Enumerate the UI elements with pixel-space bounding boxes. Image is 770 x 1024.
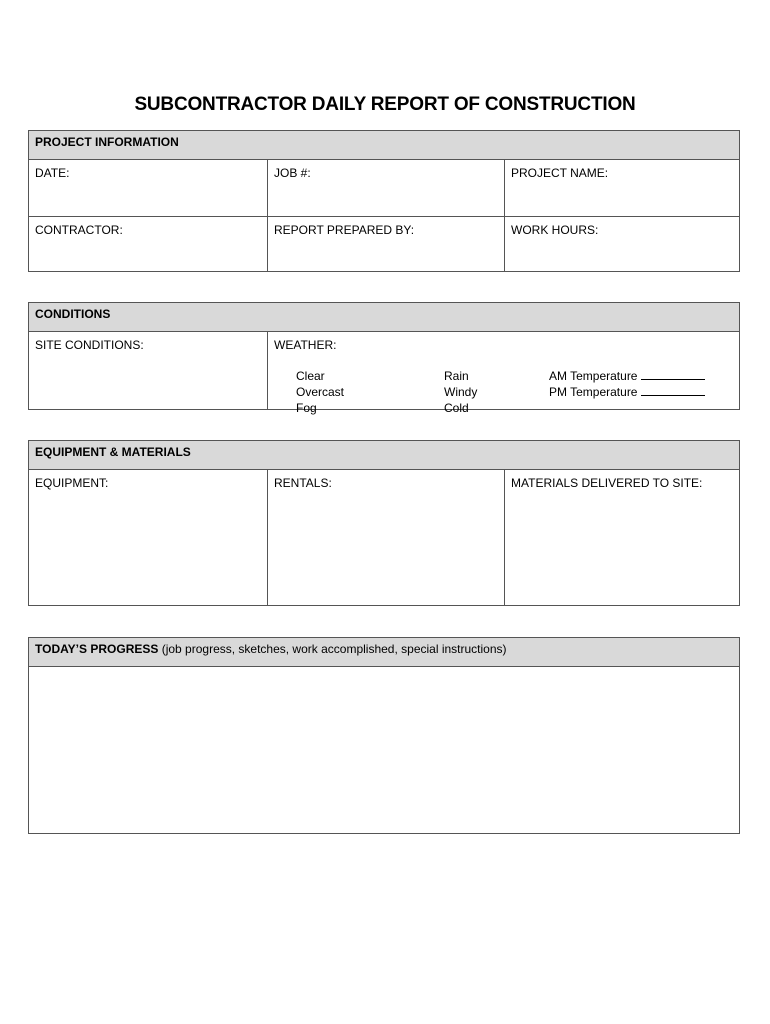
- project-information-header: PROJECT INFORMATION: [29, 131, 739, 160]
- equipment-label: EQUIPMENT:: [35, 476, 109, 490]
- work-hours-label: WORK HOURS:: [511, 223, 599, 237]
- am-temperature-row: [549, 368, 729, 384]
- equipment-materials-header: EQUIPMENT & MATERIALS: [29, 441, 739, 470]
- weather-option-fog[interactable]: Fog: [296, 401, 317, 415]
- job-number-label: JOB #:: [274, 166, 311, 180]
- contractor-label: CONTRACTOR:: [35, 223, 123, 237]
- report-prepared-by-label: REPORT PREPARED BY:: [274, 223, 415, 237]
- materials-delivered-label: MATERIALS DELIVERED TO SITE:: [511, 476, 703, 490]
- equipment-materials-section: [28, 440, 740, 606]
- weather-column-2: [444, 368, 549, 416]
- equipment-field[interactable]: [29, 470, 267, 605]
- equipment-row: [29, 470, 739, 605]
- todays-progress-header: [29, 638, 739, 667]
- site-conditions-field[interactable]: [29, 332, 267, 409]
- weather-option-overcast[interactable]: Overcast: [296, 385, 345, 399]
- todays-progress-field[interactable]: [29, 667, 739, 833]
- temperature-column: [549, 368, 729, 416]
- am-temperature-input[interactable]: [641, 368, 705, 380]
- weather-option-cold[interactable]: Cold: [444, 401, 469, 415]
- site-conditions-label: SITE CONDITIONS:: [35, 338, 144, 352]
- page-title: SUBCONTRACTOR DAILY REPORT OF CONSTRUCTION: [134, 94, 636, 115]
- todays-progress-section: [28, 637, 740, 834]
- project-info-row-2: [29, 216, 739, 271]
- weather-option-rain[interactable]: Rain: [444, 369, 469, 383]
- contractor-field[interactable]: [29, 217, 267, 271]
- am-temperature-label: AM Temperature: [549, 369, 638, 383]
- todays-progress-note: (job progress, sketches, work accomplished, special instructions): [158, 642, 507, 656]
- report-prepared-by-field[interactable]: [267, 217, 504, 271]
- pm-temperature-label: PM Temperature: [549, 385, 638, 399]
- weather-column-1: [296, 368, 444, 416]
- date-label: DATE:: [35, 166, 70, 180]
- work-hours-field[interactable]: [504, 217, 739, 271]
- weather-option-windy[interactable]: Windy: [444, 385, 478, 399]
- project-info-row-1: [29, 160, 739, 216]
- weather-options: [274, 368, 733, 416]
- project-name-label: PROJECT NAME:: [511, 166, 609, 180]
- pm-temperature-row: [549, 384, 729, 400]
- job-number-field[interactable]: [267, 160, 504, 216]
- conditions-row: [29, 332, 739, 415]
- weather-field: [267, 332, 739, 415]
- materials-delivered-field[interactable]: [504, 470, 739, 605]
- todays-progress-title: TODAY’S PROGRESS: [35, 642, 159, 656]
- conditions-header: CONDITIONS: [29, 303, 739, 332]
- date-field[interactable]: [29, 160, 267, 216]
- rentals-label: RENTALS:: [274, 476, 332, 490]
- project-information-section: [28, 130, 740, 272]
- pm-temperature-input[interactable]: [641, 384, 705, 396]
- weather-label: WEATHER:: [274, 338, 337, 352]
- rentals-field[interactable]: [267, 470, 504, 605]
- project-name-field[interactable]: [504, 160, 739, 216]
- weather-option-clear[interactable]: Clear: [296, 369, 325, 383]
- conditions-section: [28, 302, 740, 415]
